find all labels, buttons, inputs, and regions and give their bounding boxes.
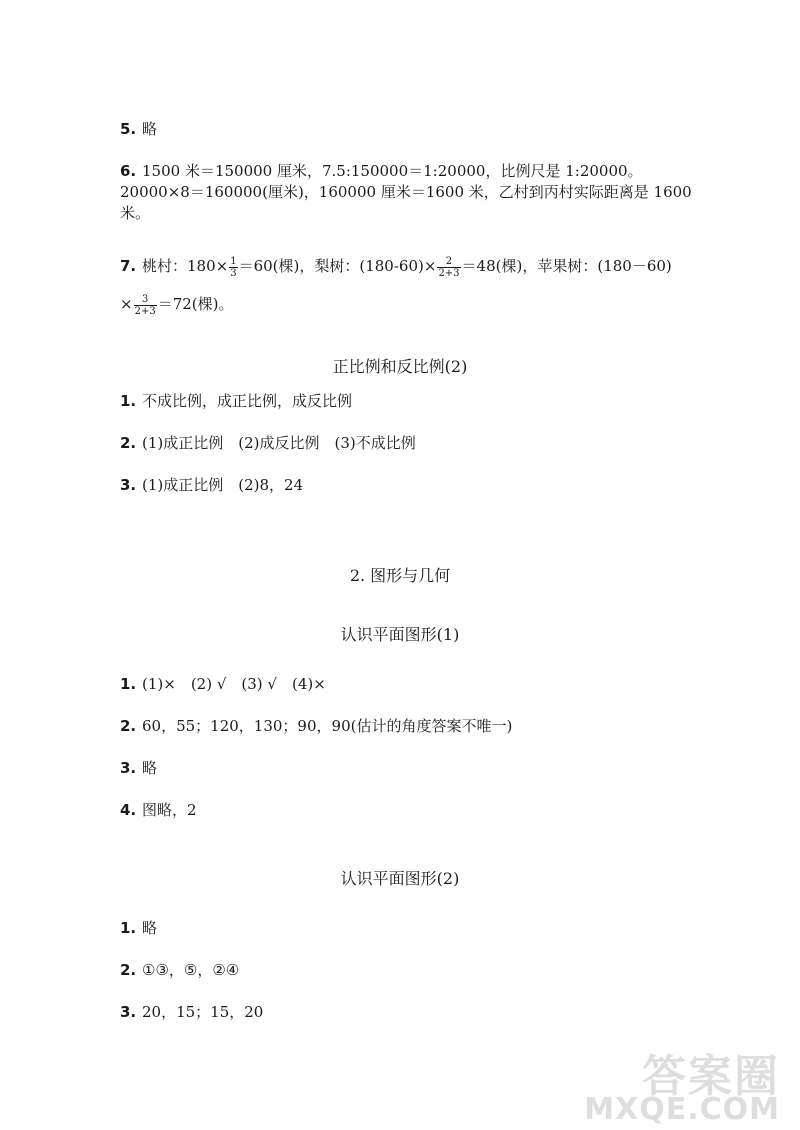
item-number: 1. [120, 675, 137, 693]
item-text: 图略，2 [142, 801, 197, 819]
list-item [120, 758, 157, 778]
fraction [134, 294, 157, 317]
item-text: ＝72(棵)。 [157, 295, 234, 313]
item-text: (1)成正比例 (2)成反比例 (3)不成比例 [142, 434, 416, 452]
item-text: 桃村：180× [142, 257, 229, 275]
fraction [229, 256, 237, 279]
item-7-line-1 [120, 253, 672, 279]
item-text: 略 [142, 759, 158, 777]
item-number: 2. [120, 434, 137, 452]
item-text: (1)× (2) √ (3) √ (4)× [142, 675, 326, 693]
item-6-line-1 [120, 161, 643, 181]
chapter-title: 2. 图形与几何 [349, 566, 451, 585]
item-text: ＝48(棵)，苹果树：(180－60) [461, 257, 672, 275]
list-item [120, 800, 197, 820]
fraction-denominator: 3 [230, 267, 237, 279]
fraction-denominator: 2+3 [134, 305, 156, 317]
item-text: 60，55；120，130；90，90(估计的角度答案不唯一) [142, 717, 513, 735]
item-number: 6. [120, 162, 137, 180]
item-number: 1. [120, 392, 137, 410]
item-text: 1500 米＝150000 厘米，7.5:150000＝1:20000，比例尺是 1:20000。 [142, 162, 643, 180]
section-title: 认识平面图形(2) [340, 869, 460, 888]
item-text: 不成比例，成正比例，成反比例 [142, 392, 353, 410]
item-text: ＝60(棵)，梨树：(180-60)× [238, 257, 437, 275]
list-item [120, 433, 416, 453]
watermark-url: MXQE.COM [584, 1092, 780, 1127]
list-item [120, 1002, 263, 1022]
item-text: 20，15；15，20 [142, 1003, 264, 1021]
item-number: 4. [120, 801, 137, 819]
fraction-denominator: 2+3 [438, 267, 460, 279]
list-item [120, 391, 352, 411]
fraction-numerator: 3 [134, 294, 157, 306]
item-text: (1)成正比例 (2)8，24 [142, 476, 304, 494]
item-6-line-3 [120, 203, 150, 223]
item-number: 3. [120, 759, 137, 777]
item-number: 7. [120, 257, 137, 275]
item-number: 2. [120, 717, 137, 735]
item-text: ①③，⑤，②④ [142, 961, 240, 979]
item-number: 3. [120, 1003, 137, 1021]
list-item [120, 475, 303, 495]
item-text: 20000×8＝160000(厘米)，160000 厘米＝1600 米，乙村到丙村实际距离是 1600 [120, 183, 692, 201]
item-text: 米。 [120, 204, 151, 222]
item-number: 2. [120, 961, 137, 979]
fraction-numerator: 1 [230, 255, 237, 267]
list-item [120, 716, 512, 736]
item-number: 5. [120, 120, 137, 138]
list-item [120, 960, 239, 980]
fraction-numerator: 2 [437, 256, 460, 268]
list-item [120, 674, 326, 694]
item-text: 略 [142, 919, 158, 937]
item-7-line-2 [120, 291, 233, 317]
list-item [120, 918, 157, 938]
fraction [437, 256, 460, 279]
item-5 [120, 119, 157, 139]
item-text: × [120, 295, 133, 313]
item-number: 1. [120, 919, 137, 937]
section-title: 认识平面图形(1) [340, 625, 460, 644]
item-number: 3. [120, 476, 137, 494]
watermark-logo: 答案圈 [642, 1051, 780, 1102]
item-6-line-2 [120, 182, 692, 202]
section-title: 正比例和反比例(2) [332, 357, 468, 376]
item-text: 略 [142, 120, 158, 138]
